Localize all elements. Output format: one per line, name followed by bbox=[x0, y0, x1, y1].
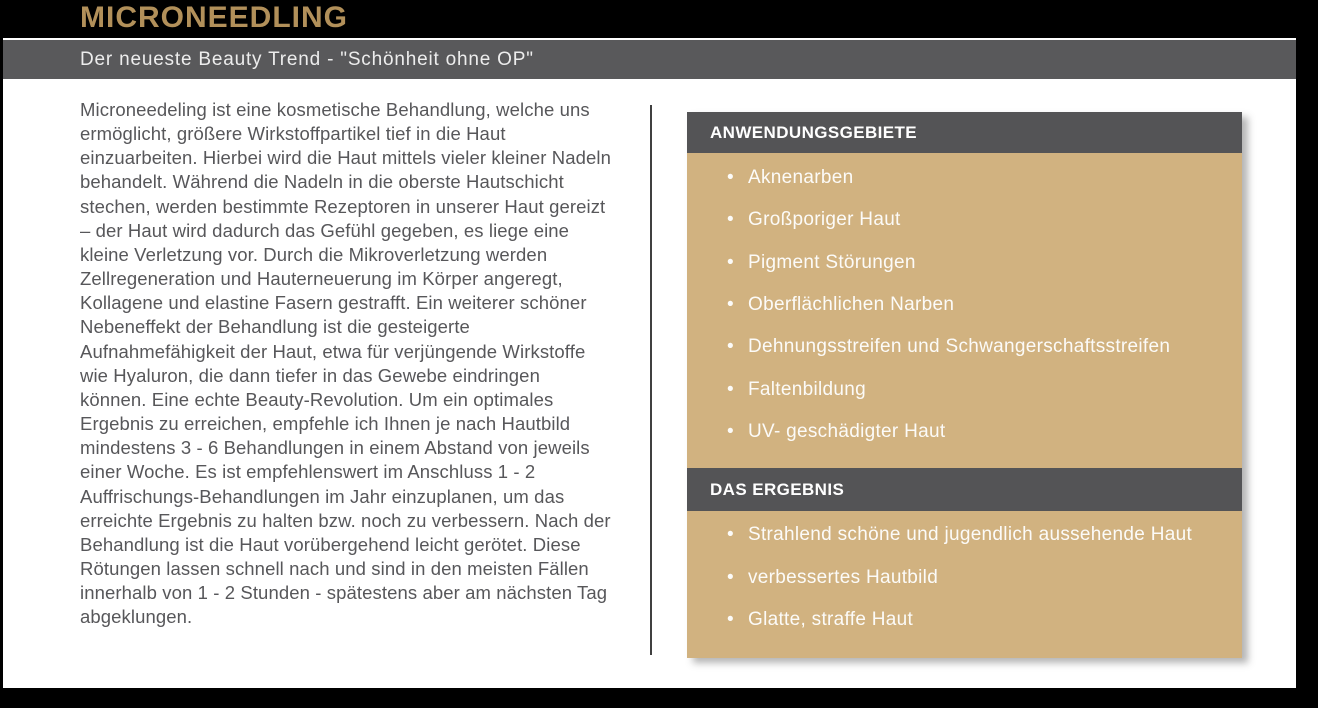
article-line: können. Eine echte Beauty-Revolution. Um ein optimales bbox=[80, 388, 554, 410]
article-line: behandelt. Während die Nadeln in die oberste Hautschicht bbox=[80, 171, 564, 193]
list-item bbox=[687, 157, 1242, 199]
item-label: Aknenarben bbox=[748, 167, 854, 189]
article-line: Auffrischungs-Behandlungen im Jahr einzuplanen, um das bbox=[80, 485, 565, 507]
article-line: Nebeneffekt der Behandlung ist die gesteigerte bbox=[80, 316, 470, 338]
item-label: Glatte, straffe Haut bbox=[748, 608, 914, 630]
article-line: Rötungen lassen schnell nach und sind in den meisten Fällen bbox=[80, 557, 589, 579]
list-item bbox=[687, 199, 1242, 241]
item-label: Oberflächlichen Narben bbox=[748, 294, 955, 316]
page-title: MICRONEEDLING bbox=[80, 1, 348, 34]
panel-header-das-ergebnis bbox=[687, 468, 1242, 511]
applications-list bbox=[687, 153, 1242, 468]
bullet-icon: • bbox=[727, 336, 734, 358]
subtitle-text: Der neueste Beauty Trend - "Schönheit ohne OP" bbox=[80, 49, 534, 70]
column-divider bbox=[650, 105, 652, 655]
panel-heading-label: ANWENDUNGSGEBIETE bbox=[710, 122, 918, 142]
article-line: einer Woche. Es ist empfehlenswert im Anschluss 1 - 2 bbox=[80, 461, 536, 483]
item-label: UV- geschädigter Haut bbox=[748, 420, 946, 442]
bullet-icon: • bbox=[727, 608, 734, 630]
item-label: Strahlend schöne und jugendlich aussehende Haut bbox=[748, 524, 1193, 546]
article-line: stechen, werden bestimmte Rezeptoren in unserer Haut gereizt bbox=[80, 195, 606, 217]
panel-heading-label: DAS ERGEBNIS bbox=[710, 479, 845, 499]
article-line: – der Haut wird dadurch das Gefühl gegeben, es liege eine bbox=[80, 219, 570, 241]
bullet-icon: • bbox=[727, 420, 734, 442]
article-line: einzuarbeiten. Hierbei wird die Haut mittels vieler kleiner Nadeln bbox=[80, 147, 612, 169]
article-line: Behandlung ist die Haut vorübergehend leicht gerötet. Diese bbox=[80, 533, 581, 555]
list-item bbox=[687, 556, 1242, 598]
article-line: kleine Verletzung vor. Durch die Mikroverletzung werden bbox=[80, 243, 548, 265]
bullet-icon: • bbox=[727, 524, 734, 546]
info-panel bbox=[687, 112, 1242, 658]
article-line: abgeklungen. bbox=[80, 606, 193, 628]
article-line: Ergebnis zu erreichen, empfehle ich Ihnen je nach Hautbild bbox=[80, 413, 571, 435]
list-item bbox=[687, 326, 1242, 368]
article-line: innerhalb von 1 - 2 Stunden - spätestens aber am nächsten Tag bbox=[80, 582, 608, 604]
list-item bbox=[687, 242, 1242, 284]
bullet-icon: • bbox=[727, 294, 734, 316]
list-item bbox=[687, 368, 1242, 410]
document-page bbox=[3, 38, 1296, 688]
article-line: erreichte Ergebnis zu halten bzw. noch zu verbessern. Nach der bbox=[80, 509, 611, 531]
article-line: Aufnahmefähigkeit der Haut, etwa für verjüngende Wirkstoffe bbox=[80, 340, 586, 362]
article-line: Microneedeling ist eine kosmetische Behandlung, welche uns bbox=[80, 99, 590, 120]
item-label: Faltenbildung bbox=[748, 378, 866, 400]
results-list bbox=[687, 511, 1242, 658]
bullet-icon: • bbox=[727, 251, 734, 273]
list-item bbox=[687, 599, 1242, 641]
article-text bbox=[80, 98, 642, 629]
list-item bbox=[687, 284, 1242, 326]
item-label: Dehnungsstreifen und Schwangerschaftsstreifen bbox=[748, 336, 1171, 358]
list-item bbox=[687, 411, 1242, 453]
panel-header-anwendungsgebiete bbox=[687, 112, 1242, 153]
item-label: verbessertes Hautbild bbox=[748, 566, 939, 588]
list-item bbox=[687, 514, 1242, 556]
item-label: Großporiger Haut bbox=[748, 209, 901, 231]
bullet-icon: • bbox=[727, 378, 734, 400]
bullet-icon: • bbox=[727, 566, 734, 588]
bullet-icon: • bbox=[727, 167, 734, 189]
article-line: mindestens 3 - 6 Behandlungen in einem Abstand von jeweils bbox=[80, 437, 590, 459]
article-line: ermöglicht, größere Wirkstoffpartikel tief in die Haut bbox=[80, 123, 506, 145]
item-label: Pigment Störungen bbox=[748, 251, 916, 273]
article-line: Zellregeneration und Hauterneuerung im Körper angeregt, bbox=[80, 268, 563, 290]
subtitle-banner bbox=[3, 40, 1296, 79]
article-line: wie Hyaluron, die dann tiefer in das Gewebe eindringen bbox=[80, 364, 540, 386]
bullet-icon: • bbox=[727, 209, 734, 231]
article-line: Kollagene und elastine Fasern gestrafft. Ein weiterer schöner bbox=[80, 292, 587, 314]
